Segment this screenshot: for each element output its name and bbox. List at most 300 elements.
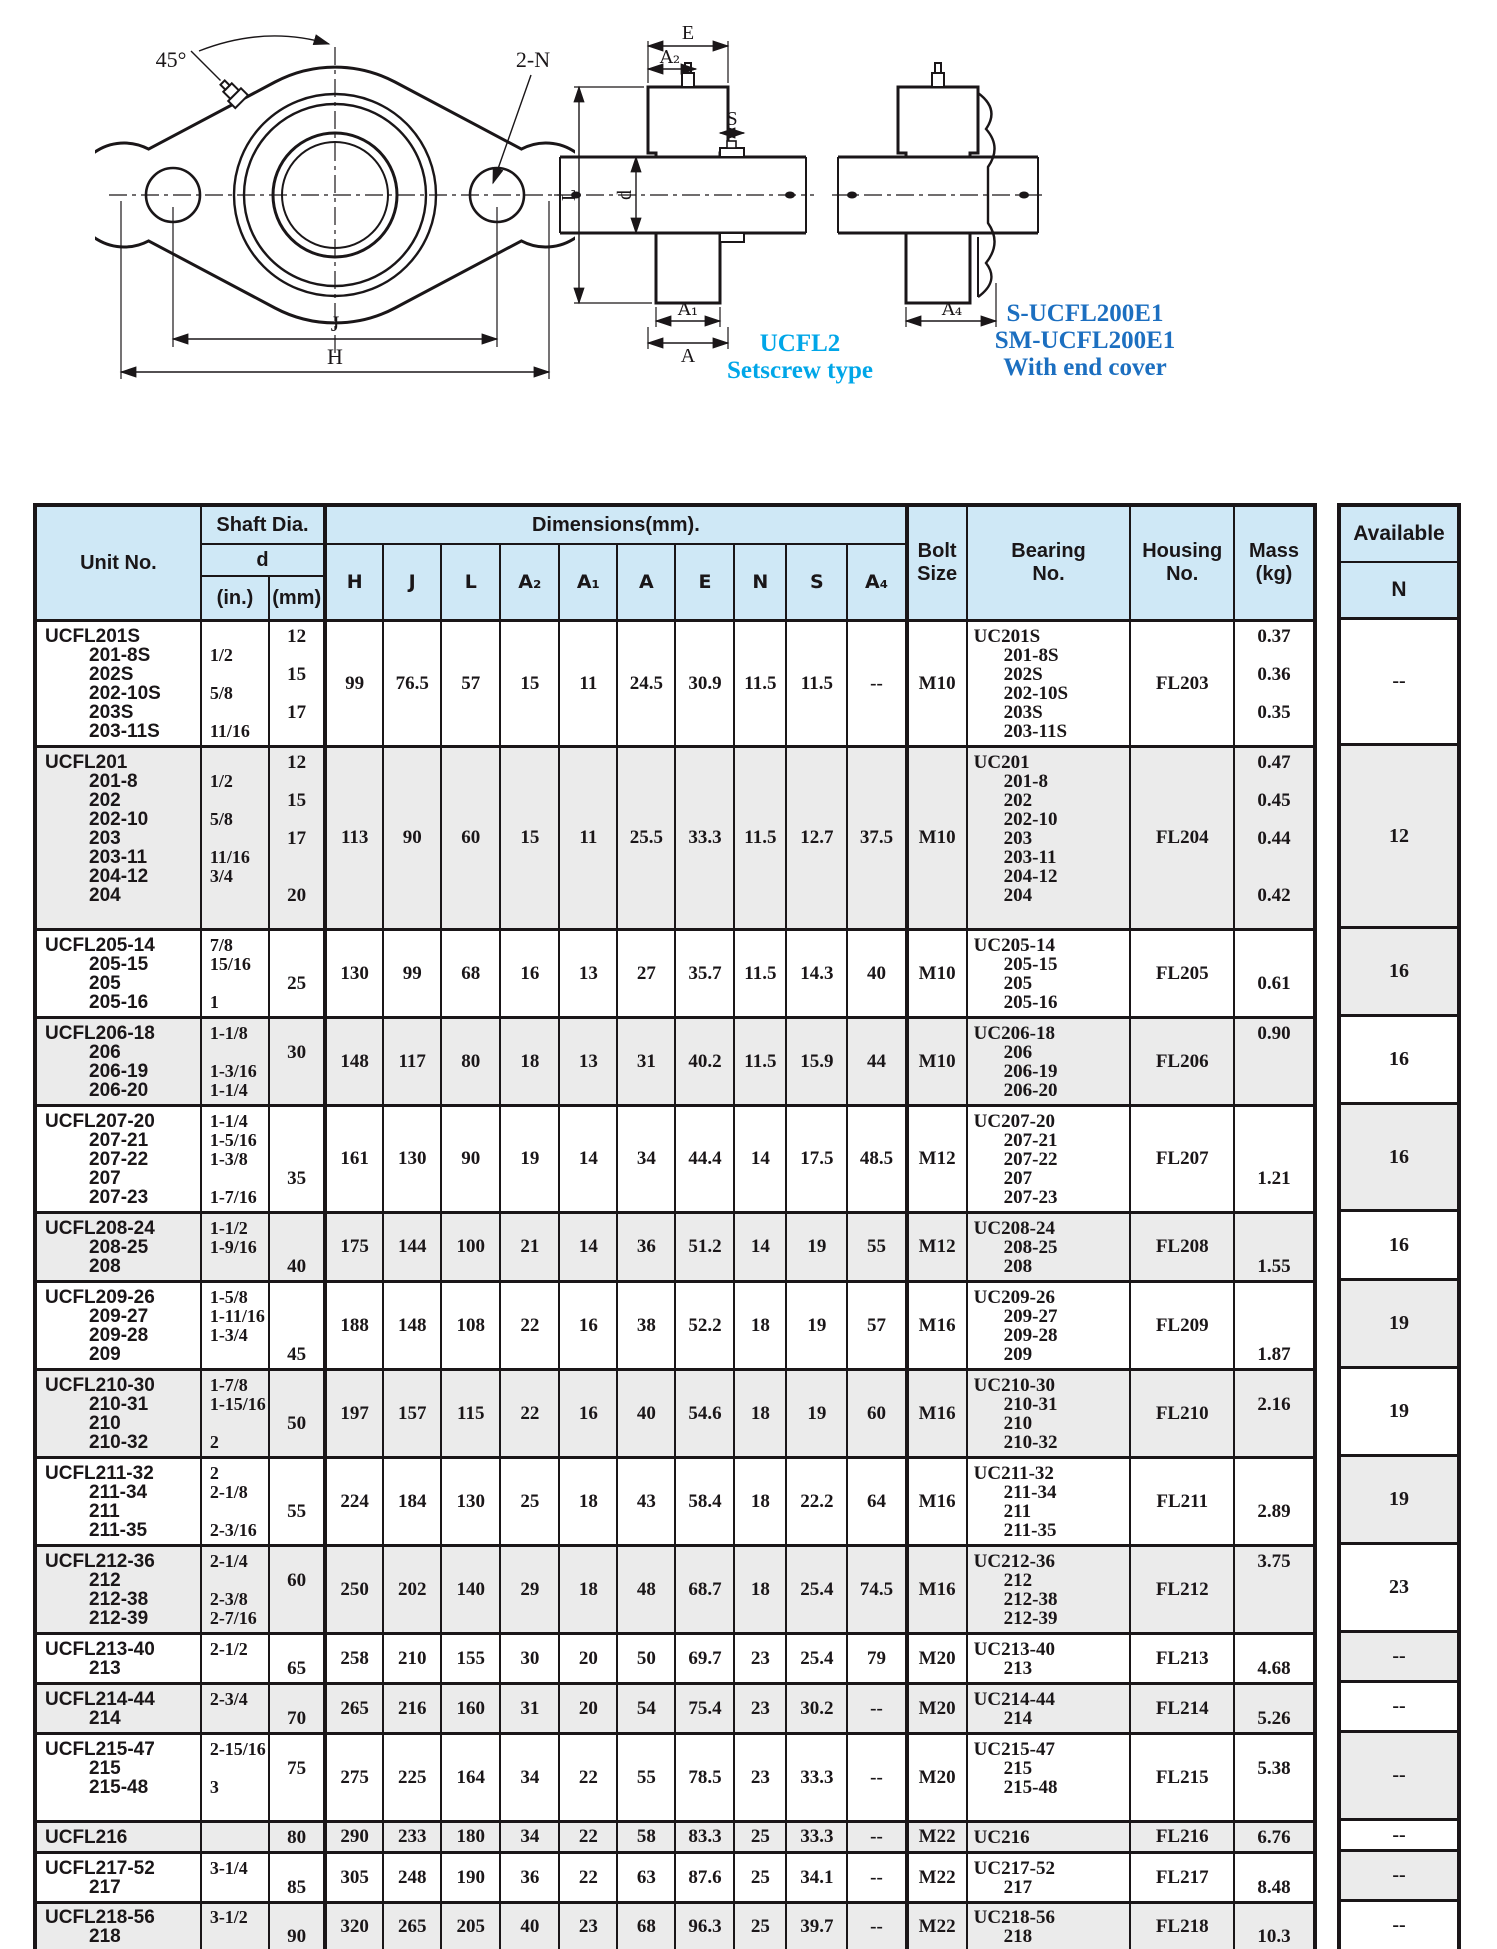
cell-a4: -- [847,1822,906,1853]
front-view-drawing [95,25,575,395]
header-dim-A4: A₄ [847,544,906,621]
cell-a4: 37.5 [847,747,906,930]
cell-n: 11.5 [734,930,786,1018]
cell-bolt: M16 [907,1282,967,1370]
cell-j: 90 [383,747,441,930]
cell-l: 180 [441,1822,500,1853]
cell-l: 90 [441,1106,500,1213]
cell-h: 148 [325,1018,383,1106]
cell-s: 15.9 [786,1018,847,1106]
cell-a4: 60 [847,1370,906,1458]
cell-e: 33.3 [675,747,734,930]
cell-shaft-in: 1/2 5/8 11/16 [201,621,269,747]
cover-caption-line3: With end cover [1003,354,1167,381]
cell-mass: 0.61 [1234,930,1315,1018]
bolt-holes-leader [493,75,531,183]
cell-e: 52.2 [675,1282,734,1370]
cell-a4: 64 [847,1458,906,1546]
cell-shaft-in: 1-7/8 1-15/16 2 [201,1370,269,1458]
cell-available-n: 16 [1339,1016,1459,1104]
header-mm: (mm) [269,576,325,621]
header-dim-N: N [734,544,786,621]
cell-a: 43 [617,1458,675,1546]
angle-arc [199,36,329,51]
cell-mass: 3.75 [1234,1546,1315,1634]
cell-unit-no: UCFL208-24 208-25 208 [35,1213,201,1282]
table-row [35,1282,1315,1370]
cell-a: 34 [617,1106,675,1213]
header-dim-J: J [383,544,441,621]
cell-a: 54 [617,1684,675,1734]
grease-nipple [932,63,944,87]
type-caption [685,330,915,384]
cell-n: 18 [734,1546,786,1634]
cell-a1: 22 [559,1822,617,1853]
cell-h: 305 [325,1853,383,1903]
cell-unit-no: UCFL214-44 214 [35,1684,201,1734]
cell-unit-no: UCFL201S 201-8S 202S 202-10S 203S 203-11S [35,621,201,747]
header-bearing-line2: No. [1032,563,1065,585]
collar-bottom [720,233,744,242]
cell-a4: 55 [847,1213,906,1282]
cell-unit-no: UCFL206-18 206 206-19 206-20 [35,1018,201,1106]
cell-e: 51.2 [675,1213,734,1282]
cell-l: 60 [441,747,500,930]
cell-available-n: 16 [1339,1104,1459,1211]
cell-bearing-no: UC208-24 208-25 208 [967,1213,1131,1282]
header-housing-line1: Housing [1142,540,1223,562]
cell-a2: 31 [500,1684,559,1734]
available-row [1339,1211,1459,1280]
cell-a: 58 [617,1822,675,1853]
cell-s: 30.2 [786,1684,847,1734]
cell-a: 25.5 [617,747,675,930]
cell-s: 12.7 [786,747,847,930]
cell-housing-no: FL207 [1130,1106,1234,1213]
cell-j: 76.5 [383,621,441,747]
dim-label-A4: A₄ [941,299,963,320]
cell-a4: 44 [847,1018,906,1106]
dim-label-E: E [681,25,695,44]
cell-a4: -- [847,1684,906,1734]
cell-bearing-no: UC213-40 213 [967,1634,1131,1684]
cell-available-n: -- [1339,1820,1459,1851]
cell-j: 157 [383,1370,441,1458]
cover-caption [960,300,1210,381]
cell-shaft-mm: 90 [269,1903,325,1949]
table-row [35,1634,1315,1684]
available-table-body [1339,619,1459,1949]
cell-h: 224 [325,1458,383,1546]
header-dim-E: E [675,544,734,621]
cell-housing-no: FL210 [1130,1370,1234,1458]
header-dim-A: A [617,544,675,621]
cell-s: 17.5 [786,1106,847,1213]
header-dimensions: Dimensions(mm). [325,505,906,544]
cell-shaft-in [201,1822,269,1853]
table-row [35,1106,1315,1213]
cell-a2: 21 [500,1213,559,1282]
cell-unit-no: UCFL216 [35,1822,201,1853]
cell-n: 11.5 [734,747,786,930]
cell-housing-no: FL217 [1130,1853,1234,1903]
header-dim-A1: A₁ [559,544,617,621]
type-caption-line1: UCFL2 [759,330,841,357]
cell-shaft-in: 2-15/16 3 [201,1734,269,1822]
header-mass-line2: (kg) [1255,563,1293,585]
cell-bearing-no: UC216 [967,1822,1131,1853]
cell-a: 68 [617,1903,675,1949]
cell-n: 23 [734,1684,786,1734]
cell-bearing-no: UC205-14 205-15 205 205-16 [967,930,1131,1018]
cell-bolt: M16 [907,1370,967,1458]
cell-bearing-no: UC215-47 215 215-48 [967,1734,1131,1822]
cell-j: 225 [383,1734,441,1822]
cell-available-n: 16 [1339,1211,1459,1280]
cell-s: 33.3 [786,1822,847,1853]
header-housing-line2: No. [1166,563,1199,585]
cell-j: 216 [383,1684,441,1734]
cell-shaft-in: 1-5/8 1-11/16 1-3/4 [201,1282,269,1370]
cell-shaft-mm: 65 [269,1634,325,1684]
cell-unit-no: UCFL209-26 209-27 209-28 209 [35,1282,201,1370]
cell-s: 25.4 [786,1634,847,1684]
cell-a1: 13 [559,930,617,1018]
header-mass [1234,505,1315,621]
cell-a1: 16 [559,1370,617,1458]
cell-h: 130 [325,930,383,1018]
cell-shaft-mm: 75 [269,1734,325,1822]
cell-shaft-mm: 85 [269,1853,325,1903]
angle-leader-line [191,51,221,81]
available-row [1339,1104,1459,1211]
header-bolt-line1: Bolt [917,540,957,562]
cell-l: 100 [441,1213,500,1282]
cell-l: 155 [441,1634,500,1684]
cell-available-n: 19 [1339,1280,1459,1368]
cell-a4: 79 [847,1634,906,1684]
cell-mass: 0.90 [1234,1018,1315,1106]
cell-housing-no: FL215 [1130,1734,1234,1822]
cell-bearing-no: UC201S 201-8S 202S 202-10S 203S 203-11S [967,621,1131,747]
available-row [1339,1632,1459,1682]
header-bearing-no [967,505,1131,621]
cell-mass: 0.47 0.45 0.44 0.42 [1234,747,1315,930]
cell-a4: -- [847,621,906,747]
cell-mass: 1.87 [1234,1282,1315,1370]
cell-bolt: M16 [907,1458,967,1546]
cell-a: 50 [617,1634,675,1684]
cell-shaft-in: 1-1/2 1-9/16 [201,1213,269,1282]
cell-shaft-in: 1-1/8 1-3/16 1-1/4 [201,1018,269,1106]
available-row [1339,1851,1459,1901]
cell-bearing-no: UC211-32 211-34 211 211-35 [967,1458,1131,1546]
available-row [1339,1280,1459,1368]
available-row [1339,1544,1459,1632]
cell-l: 140 [441,1546,500,1634]
cell-shaft-mm: 25 [269,930,325,1018]
dim-label-A: A [680,345,696,365]
cover-caption-line1: S-UCFL200E1 [1006,300,1164,327]
cell-a2: 15 [500,747,559,930]
cell-a1: 20 [559,1634,617,1684]
cell-available-n: 12 [1339,745,1459,928]
cell-housing-no: FL216 [1130,1822,1234,1853]
cell-a1: 18 [559,1546,617,1634]
cell-shaft-in: 2-1/4 2-3/8 2-7/16 [201,1546,269,1634]
cell-a4: -- [847,1734,906,1822]
cell-a2: 18 [500,1018,559,1106]
cell-bolt: M10 [907,930,967,1018]
table-row [35,1853,1315,1903]
cell-bolt: M20 [907,1634,967,1684]
header-bearing-line1: Bearing [1011,540,1086,562]
cell-h: 275 [325,1734,383,1822]
cell-available-n: 16 [1339,928,1459,1016]
cell-l: 190 [441,1853,500,1903]
header-housing-no [1130,505,1234,621]
dim-label-H: H [327,344,343,369]
cell-n: 14 [734,1213,786,1282]
cell-shaft-mm: 12 15 17 [269,621,325,747]
cell-housing-no: FL214 [1130,1684,1234,1734]
cell-e: 78.5 [675,1734,734,1822]
cell-a1: 11 [559,621,617,747]
available-row [1339,1368,1459,1456]
cell-l: 68 [441,930,500,1018]
cell-a4: 57 [847,1282,906,1370]
cell-housing-no: FL211 [1130,1458,1234,1546]
dim-label-d: d [614,190,636,200]
cell-mass: 4.68 [1234,1634,1315,1684]
cell-mass: 2.16 [1234,1370,1315,1458]
cell-l: 160 [441,1684,500,1734]
dim-label-J: J [330,311,340,336]
cell-bearing-no: UC214-44 214 [967,1684,1131,1734]
collar-top [720,148,744,157]
cell-a2: 34 [500,1734,559,1822]
cell-bearing-no: UC206-18 206 206-19 206-20 [967,1018,1131,1106]
cell-unit-no: UCFL201 201-8 202 202-10 203 203-11 204-12 204 [35,747,201,930]
cell-a4: 40 [847,930,906,1018]
cell-housing-no: FL218 [1130,1903,1234,1949]
cell-housing-no: FL204 [1130,747,1234,930]
cell-j: 130 [383,1106,441,1213]
available-row [1339,1732,1459,1820]
cell-a2: 22 [500,1282,559,1370]
cell-bearing-no: UC217-52 217 [967,1853,1131,1903]
header-dim-A2: A₂ [500,544,559,621]
table-row [35,1213,1315,1282]
section-dot [847,192,857,199]
cell-s: 19 [786,1370,847,1458]
cell-bearing-no: UC210-30 210-31 210 210-32 [967,1370,1131,1458]
cell-a4: -- [847,1853,906,1903]
cell-unit-no: UCFL217-52 217 [35,1853,201,1903]
cell-mass: 6.76 [1234,1822,1315,1853]
header-in: (in.) [201,576,269,621]
header-shaft-dia: Shaft Dia. [201,505,325,544]
cell-e: 54.6 [675,1370,734,1458]
cell-bolt: M16 [907,1546,967,1634]
cell-a1: 14 [559,1106,617,1213]
cell-e: 69.7 [675,1634,734,1684]
cell-bolt: M22 [907,1903,967,1949]
cell-e: 58.4 [675,1458,734,1546]
table-row [35,1370,1315,1458]
cell-available-n: -- [1339,1901,1459,1949]
cell-bolt: M10 [907,621,967,747]
cell-a: 40 [617,1370,675,1458]
available-table [1337,503,1461,1949]
cell-bolt: M12 [907,1213,967,1282]
cell-unit-no: UCFL213-40 213 [35,1634,201,1684]
cell-shaft-in: 7/8 15/16 1 [201,930,269,1018]
cell-unit-no: UCFL212-36 212 212-38 212-39 [35,1546,201,1634]
table-row [35,1546,1315,1634]
table-row [35,1684,1315,1734]
cell-unit-no: UCFL207-20 207-21 207-22 207 207-23 [35,1106,201,1213]
cell-shaft-mm: 30 [269,1018,325,1106]
cell-shaft-mm: 70 [269,1684,325,1734]
cell-unit-no: UCFL211-32 211-34 211 211-35 [35,1458,201,1546]
cell-a2: 34 [500,1822,559,1853]
available-row [1339,1820,1459,1851]
cell-a1: 20 [559,1684,617,1734]
cell-h: 188 [325,1282,383,1370]
cell-mass: 5.26 [1234,1684,1315,1734]
cell-n: 23 [734,1634,786,1684]
grease-nipple [682,63,694,87]
cell-j: 117 [383,1018,441,1106]
cell-shaft-mm: 45 [269,1282,325,1370]
cell-shaft-in: 2 2-1/8 2-3/16 [201,1458,269,1546]
cell-bolt: M22 [907,1822,967,1853]
cell-housing-no: FL213 [1130,1634,1234,1684]
cell-s: 33.3 [786,1734,847,1822]
cover-caption-line2: SM-UCFL200E1 [994,327,1176,354]
cell-a1: 11 [559,747,617,930]
cell-shaft-in: 1-1/4 1-5/16 1-3/8 1-7/16 [201,1106,269,1213]
grease-fitting [216,76,248,108]
cell-available-n: -- [1339,1632,1459,1682]
cell-a: 31 [617,1018,675,1106]
cell-j: 248 [383,1853,441,1903]
cell-shaft-mm: 35 [269,1106,325,1213]
cell-e: 83.3 [675,1822,734,1853]
cell-a: 36 [617,1213,675,1282]
cell-h: 175 [325,1213,383,1282]
cell-available-n: -- [1339,619,1459,745]
cell-mass: 1.21 [1234,1106,1315,1213]
cell-available-n: -- [1339,1732,1459,1820]
cell-a4: 48.5 [847,1106,906,1213]
header-mass-line1: Mass [1249,540,1300,562]
table-row [35,1903,1315,1949]
cell-e: 68.7 [675,1546,734,1634]
cell-h: 99 [325,621,383,747]
cell-j: 144 [383,1213,441,1282]
cell-available-n: -- [1339,1682,1459,1732]
available-row [1339,1901,1459,1949]
available-row [1339,1016,1459,1104]
cell-a2: 16 [500,930,559,1018]
cell-s: 11.5 [786,621,847,747]
spec-table [33,503,1317,1949]
cell-h: 265 [325,1684,383,1734]
cell-n: 25 [734,1853,786,1903]
cell-a4: -- [847,1903,906,1949]
header-bolt-line2: Size [917,563,958,585]
cell-housing-no: FL208 [1130,1213,1234,1282]
header-available-n: N [1339,562,1459,619]
cell-mass: 8.48 [1234,1853,1315,1903]
cell-mass: 5.38 [1234,1734,1315,1822]
main-table-body [35,621,1315,1949]
cell-j: 99 [383,930,441,1018]
cell-housing-no: FL206 [1130,1018,1234,1106]
cell-a: 24.5 [617,621,675,747]
cell-n: 18 [734,1458,786,1546]
cell-shaft-mm: 55 [269,1458,325,1546]
cell-shaft-mm: 40 [269,1213,325,1282]
cell-unit-no: UCFL210-30 210-31 210 210-32 [35,1370,201,1458]
cell-unit-no: UCFL218-56 218 [35,1903,201,1949]
cell-a2: 22 [500,1370,559,1458]
cell-bearing-no: UC218-56 218 [967,1903,1131,1949]
cell-l: 130 [441,1458,500,1546]
cell-h: 113 [325,747,383,930]
cell-bolt: M20 [907,1734,967,1822]
cell-e: 87.6 [675,1853,734,1903]
cell-bolt: M20 [907,1684,967,1734]
cell-available-n: -- [1339,1851,1459,1901]
table-row [35,1018,1315,1106]
cell-e: 75.4 [675,1684,734,1734]
cell-a2: 29 [500,1546,559,1634]
cell-a: 38 [617,1282,675,1370]
header-available: Available [1339,505,1459,562]
cell-bolt: M22 [907,1853,967,1903]
cell-h: 258 [325,1634,383,1684]
section-dot [1019,192,1029,199]
cell-bolt: M12 [907,1106,967,1213]
header-d: d [201,544,325,576]
cell-n: 18 [734,1370,786,1458]
cell-a1: 22 [559,1853,617,1903]
cell-a2: 25 [500,1458,559,1546]
available-row [1339,745,1459,928]
header-dim-S: S [786,544,847,621]
cell-shaft-in: 3-1/4 [201,1853,269,1903]
cell-bolt: M10 [907,1018,967,1106]
cell-h: 320 [325,1903,383,1949]
cell-shaft-in: 3-1/2 [201,1903,269,1949]
cell-housing-no: FL209 [1130,1282,1234,1370]
cell-e: 44.4 [675,1106,734,1213]
cell-mass: 2.89 [1234,1458,1315,1546]
cell-a1: 23 [559,1903,617,1949]
section-dot [785,192,795,199]
cell-l: 205 [441,1903,500,1949]
cell-l: 164 [441,1734,500,1822]
cell-shaft-in: 2-3/4 [201,1684,269,1734]
cell-j: 184 [383,1458,441,1546]
cell-shaft-mm: 80 [269,1822,325,1853]
cell-a1: 18 [559,1458,617,1546]
cell-bearing-no: UC212-36 212 212-38 212-39 [967,1546,1131,1634]
cell-h: 250 [325,1546,383,1634]
